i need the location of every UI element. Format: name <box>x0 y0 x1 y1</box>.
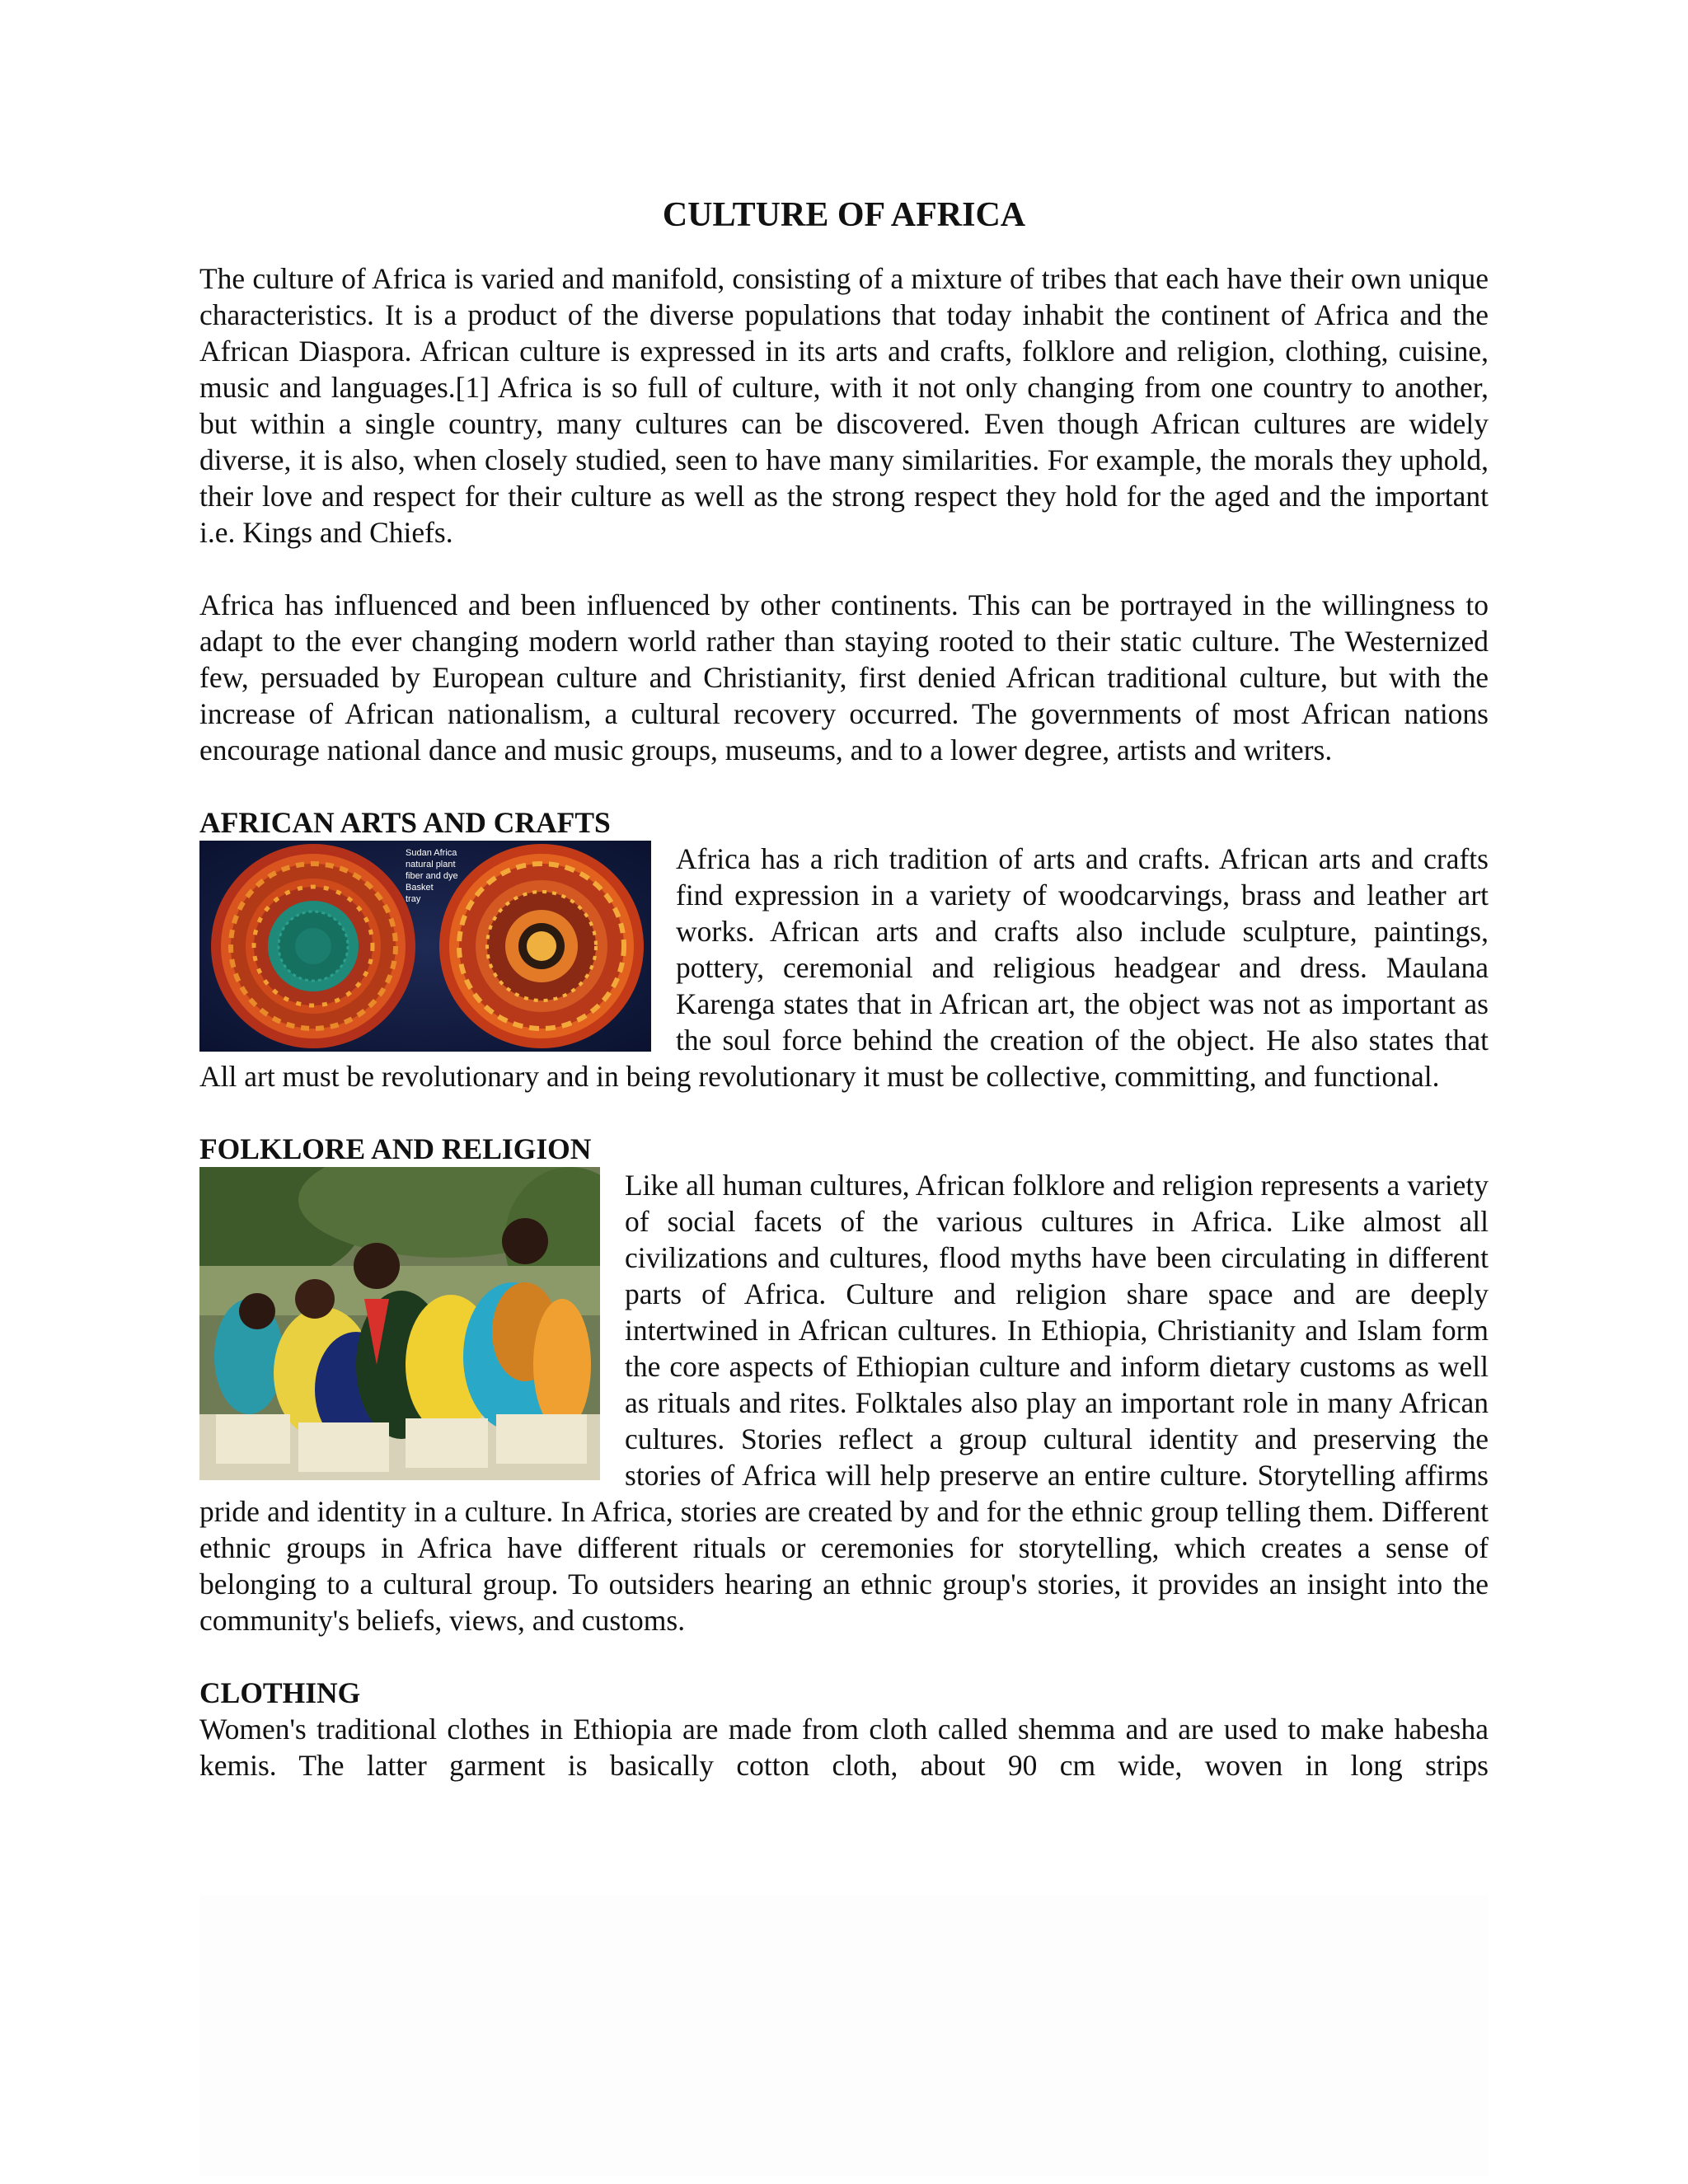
image-caption-line-1: Sudan Africa <box>406 848 457 859</box>
section-heading-folklore: FOLKLORE AND RELIGION <box>199 1132 592 1166</box>
section-heading-arts: AFRICAN ARTS AND CRAFTS <box>199 806 611 840</box>
image-caption-line-4: Basket <box>406 883 434 893</box>
section-heading-clothing: CLOTHING <box>199 1676 361 1710</box>
intro-paragraph-1: The culture of Africa is varied and manifold, consisting of a mixture of tribes that each have their own unique characteristics. It is a product of the diverse populations that today inhabit the continent of Africa and the African Diaspora. African culture is expressed in its arts and crafts, folklore and religion, clothing, cuisine, music and languages.[1] Africa is so full of culture, with it not only changing from one country to another, but within a single country, many cultures can be discovered. Even though African cultures are widely diverse, it is also, when closely studied, seen to have many similarities. For example, the morals they uphold, their love and respect for their culture as well as the strong respect they hold for the aged and the important i.e. Kings and Chiefs. <box>199 262 1489 550</box>
image-caption-line-5: tray <box>406 894 421 905</box>
clothing-paragraph: Women's traditional clothes in Ethiopia are made from cloth called shemma and are used to make habesha kemis. The latter garment is basically cotton cloth, about 90 cm wide, woven in long strips <box>199 1713 1489 1783</box>
intro-paragraph-2: Africa has influenced and been influenced by other continents. This can be portrayed in the willingness to adapt to the ever changing modern world rather than staying rooted to their static culture. The Westernized few, persuaded by European culture and Christianity, first denied African traditional culture, but with the increase of African nationalism, a cultural recovery occurred. The governments of most African nations encourage national dance and music groups, museums, and to a lower degree, artists and writers. <box>199 588 1489 767</box>
image-caption-line-3: fiber and dye <box>406 871 458 882</box>
document-page <box>199 194 1489 1783</box>
folklore-paragraph: Like all human cultures, African folklore and religion represents a variety of social facets of the various cultures in Africa. Like almost all civilizations and cultures, flood myths have been circulating in different parts of Africa. Culture and religion share space and are deeply intertwined in African cultures. In Ethiopia, Christianity and Islam form the core aspects of Ethiopian culture and inform dietary customs as well as rituals and rites. Folktales also play an important role in many African cultures. Stories reflect a group cultural identity and preserving the stories of Africa will help preserve an entire culture. Storytelling affirms pride and identity in a culture. In Africa, stories are created by and for the ethnic group telling them. Different ethnic groups in Africa have different rituals or ceremonies for storytelling, which creates a sense of belonging to a cultural group. To outsiders hearing an ethnic group's stories, it provides an insight into the community's beliefs, views, and customs. <box>199 1169 1489 1638</box>
section-arts <box>199 841 1489 1094</box>
arts-paragraph: Africa has a rich tradition of arts and crafts. African arts and crafts find expression in a variety of woodcarvings, brass and leather art works. African arts and crafts also include sculpture, paintings, pottery, ceremonial and religious headgear and dress. Maulana Karenga states that in African art, the object was not as important as the soul force behind the creation of the object. He also states that All art must be revolutionary and in being revolutionary it must be collective, committing, and functional. <box>199 842 1489 1094</box>
dancers-photo <box>199 1167 600 1480</box>
page-title: CULTURE OF AFRICA <box>662 196 1026 234</box>
basket-trays-image <box>199 841 651 1052</box>
page-bottom-margin <box>199 1896 1489 2176</box>
section-folklore <box>199 1167 1489 1638</box>
image-caption-line-2: natural plant <box>406 860 456 870</box>
